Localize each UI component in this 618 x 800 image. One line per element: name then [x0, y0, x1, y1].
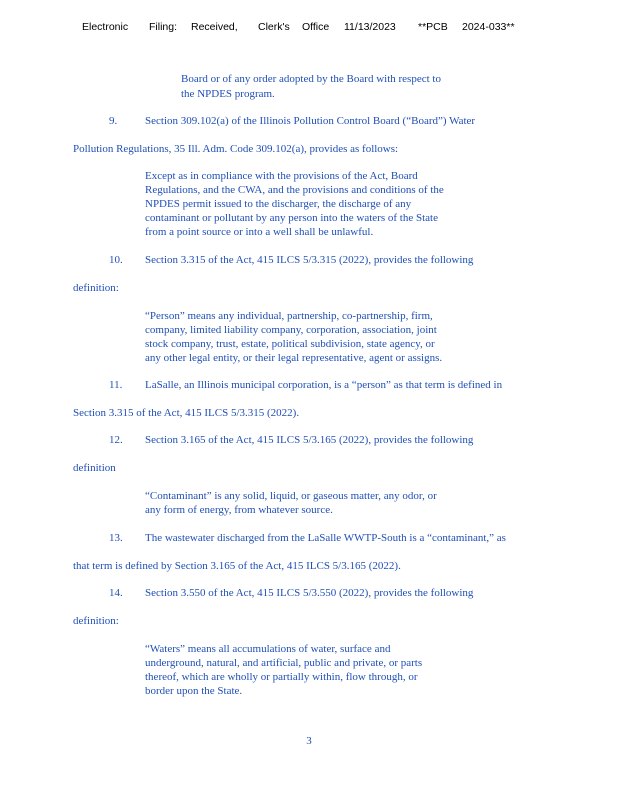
- paragraph-14-line-1: Section 3.550 of the Act, 415 ILCS 5/3.550 (2022), provides the following: [145, 587, 474, 599]
- paragraph-11-line-1: LaSalle, an Illinois municipal corporation, is a “person” as that term is defined in: [145, 379, 503, 391]
- paragraph-14-line-2: definition:: [73, 615, 119, 627]
- paragraph-11-number: 11.: [109, 379, 123, 391]
- quote-10-line-3: stock company, trust, estate, political subdivision, state agency, or: [145, 338, 435, 350]
- paragraph-9-line-2: Pollution Regulations, 35 Ill. Adm. Code 309.102(a), provides as follows:: [73, 143, 399, 155]
- quote-12-line-1: “Contaminant” is any solid, liquid, or gaseous matter, any odor, or: [145, 490, 437, 502]
- quote-10-line-4: any other legal entity, or their legal representative, agent or assigns.: [145, 352, 443, 364]
- quote-9-line-4: contaminant or pollutant by any person into the waters of the State: [145, 212, 438, 224]
- quote-14-line-2: underground, natural, and artificial, public and private, or parts: [145, 657, 423, 669]
- paragraph-13-number: 13.: [109, 532, 123, 544]
- paragraph-12-number: 12.: [109, 434, 123, 446]
- continued-line-2: the NPDES program.: [181, 88, 275, 100]
- quote-14-line-3: thereof, which are wholly or partially within, flow through, or: [145, 671, 418, 683]
- paragraph-9-number: 9.: [109, 115, 118, 127]
- page-number: 3: [306, 735, 312, 747]
- header-received: Received,: [191, 21, 238, 33]
- quote-10-line-1: “Person” means any individual, partnership, co-partnership, firm,: [145, 310, 433, 322]
- paragraph-10-line-2: definition:: [73, 282, 119, 294]
- header-electronic: Electronic: [82, 21, 129, 33]
- paragraph-14-number: 14.: [109, 587, 123, 599]
- header-clerks: Clerk's: [258, 21, 290, 33]
- header-docket: **PCB: [418, 21, 448, 33]
- quote-14-line-4: border upon the State.: [145, 685, 243, 697]
- quote-9-line-1: Except as in compliance with the provisions of the Act, Board: [145, 170, 418, 182]
- quote-14-line-1: “Waters” means all accumulations of water, surface and: [145, 643, 391, 655]
- paragraph-12-line-1: Section 3.165 of the Act, 415 ILCS 5/3.165 (2022), provides the following: [145, 434, 474, 446]
- header-date: 11/13/2023: [344, 21, 396, 33]
- header-number: 2024-033**: [462, 21, 515, 33]
- quote-9-line-5: from a point source or into a well shall be unlawful.: [145, 226, 374, 238]
- paragraph-13-line-1: The wastewater discharged from the LaSalle WWTP-South is a “contaminant,” as: [145, 532, 506, 544]
- paragraph-9-line-1: Section 309.102(a) of the Illinois Pollution Control Board (“Board”) Water: [145, 115, 476, 127]
- continued-line-1: Board or of any order adopted by the Board with respect to: [181, 73, 441, 85]
- header-office: Office: [302, 21, 330, 33]
- paragraph-11-line-2: Section 3.315 of the Act, 415 ILCS 5/3.315 (2022).: [73, 407, 300, 419]
- quote-9-line-3: NPDES permit issued to the discharger, the discharge of any: [145, 198, 412, 210]
- paragraph-10-line-1: Section 3.315 of the Act, 415 ILCS 5/3.315 (2022), provides the following: [145, 254, 474, 266]
- quote-9-line-2: Regulations, and the CWA, and the provisions and conditions of the: [145, 184, 444, 196]
- header-filing: Filing:: [149, 21, 178, 33]
- quote-12-line-2: any form of energy, from whatever source.: [145, 504, 333, 516]
- paragraph-12-line-2: definition: [73, 462, 116, 474]
- paragraph-13-line-2: that term is defined by Section 3.165 of the Act, 415 ILCS 5/3.165 (2022).: [73, 560, 401, 572]
- paragraph-10-number: 10.: [109, 254, 123, 266]
- quote-10-line-2: company, limited liability company, corporation, association, joint: [145, 324, 437, 336]
